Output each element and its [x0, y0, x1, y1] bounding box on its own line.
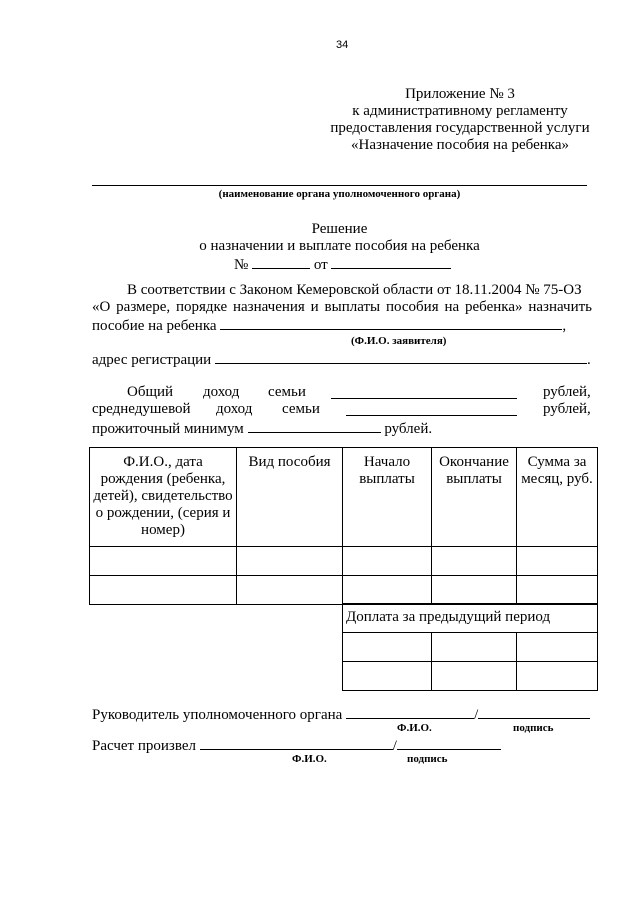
table-cell[interactable]	[517, 547, 598, 576]
table-cell[interactable]	[343, 662, 432, 691]
avg-word-2: доход	[216, 401, 253, 417]
min-row	[92, 419, 432, 438]
header-fio: Ф.И.О., дата рождения (ребенка, детей), свидетельство о рождении, (серия и номер)	[90, 448, 237, 547]
header-end: Окончание выплаты	[432, 448, 517, 547]
calc-signature-row: Расчет произвел /	[92, 736, 501, 755]
income-word-3: семьи	[268, 384, 306, 400]
org-name-line[interactable]	[92, 185, 587, 186]
table-cell[interactable]	[90, 576, 237, 605]
calc-fio-field[interactable]	[200, 736, 393, 750]
decision-number-row	[234, 255, 451, 274]
table-cell[interactable]	[343, 633, 432, 662]
table-cell[interactable]	[237, 547, 343, 576]
table-row	[343, 633, 598, 662]
rubles-1: рублей,	[543, 384, 591, 400]
para1-line2: «О размере, порядке назначения и выплаты пособия на ребенка» назначить	[92, 299, 592, 315]
para1-line3: пособие на ребенка	[92, 318, 217, 334]
page-number: 34	[336, 39, 349, 51]
decision-date-field[interactable]	[331, 255, 451, 269]
address-field[interactable]	[215, 350, 587, 364]
total-income-field[interactable]	[331, 398, 517, 399]
benefit-table	[89, 447, 598, 605]
table-cell[interactable]	[517, 662, 598, 691]
number-prefix: №	[234, 257, 249, 273]
head-sign-field[interactable]	[478, 705, 590, 719]
decision-number-field[interactable]	[252, 255, 310, 269]
calc-sign-caption: подпись	[407, 753, 448, 765]
table-cell[interactable]	[432, 576, 517, 605]
table-cell[interactable]	[432, 547, 517, 576]
table-cell[interactable]	[90, 547, 237, 576]
header-benefit-type: Вид пособия	[237, 448, 343, 547]
table-cell[interactable]	[432, 633, 517, 662]
avg-income-field[interactable]	[346, 415, 517, 416]
from-label: от	[313, 257, 328, 273]
table-cell[interactable]	[343, 547, 432, 576]
calc-sign-field[interactable]	[397, 736, 501, 750]
table-cell[interactable]	[517, 576, 598, 605]
head-fio-caption: Ф.И.О.	[397, 722, 432, 734]
appendix-line-4: «Назначение пособия на ребенка»	[351, 137, 569, 153]
table-row	[90, 547, 598, 576]
appendix-line-2: к административному регламенту	[352, 103, 568, 119]
calc-fio-caption: Ф.И.О.	[292, 753, 327, 765]
table-cell[interactable]	[343, 576, 432, 605]
head-sign-caption: подпись	[513, 722, 554, 734]
address-row: адрес регистрации .	[92, 352, 591, 368]
para1-line1: В соответствии с Законом Кемеровской области от 18.11.2004 № 75-ОЗ	[127, 282, 582, 298]
header-start: Начало выплаты	[343, 448, 432, 547]
head-label: Руководитель уполномоченного органа	[92, 707, 343, 723]
avg-word-1: среднедушевой	[92, 401, 191, 417]
child-benefit-field[interactable]	[220, 316, 562, 330]
head-signature-row: Руководитель уполномоченного органа /	[92, 705, 590, 724]
address-label: адрес регистрации	[92, 352, 212, 368]
extra-payment-label: Доплата за предыдущий период	[342, 603, 598, 633]
header-monthly-sum: Сумма за месяц, руб.	[517, 448, 598, 547]
rubles-2: рублей,	[543, 401, 591, 417]
appendix-line-3: предоставления государственной услуги	[330, 120, 590, 136]
table-row	[343, 662, 598, 691]
appendix-line-1: Приложение № 3	[405, 86, 515, 102]
avg-word-3: семьи	[282, 401, 320, 417]
head-fio-field[interactable]	[346, 705, 474, 719]
decision-subtitle: о назначении и выплате пособия на ребенка	[199, 238, 480, 254]
table-cell[interactable]	[517, 633, 598, 662]
min-label: прожиточный минимум	[92, 421, 244, 437]
calc-label: Расчет произвел	[92, 738, 196, 754]
decision-title: Решение	[311, 221, 368, 237]
extra-payment-table	[342, 632, 598, 691]
applicant-caption: (Ф.И.О. заявителя)	[351, 335, 447, 347]
rubles-3: рублей.	[384, 421, 433, 437]
para1-line3-row: пособие на ребенка ,	[92, 318, 567, 334]
table-cell[interactable]	[432, 662, 517, 691]
subsistence-min-field[interactable]	[248, 419, 381, 433]
table-row	[90, 576, 598, 605]
org-caption: (наименование органа уполномоченного органа)	[218, 188, 461, 200]
table-header-row	[90, 448, 598, 547]
table-cell[interactable]	[237, 576, 343, 605]
income-word-2: доход	[203, 384, 240, 400]
income-word-1: Общий	[127, 384, 174, 400]
